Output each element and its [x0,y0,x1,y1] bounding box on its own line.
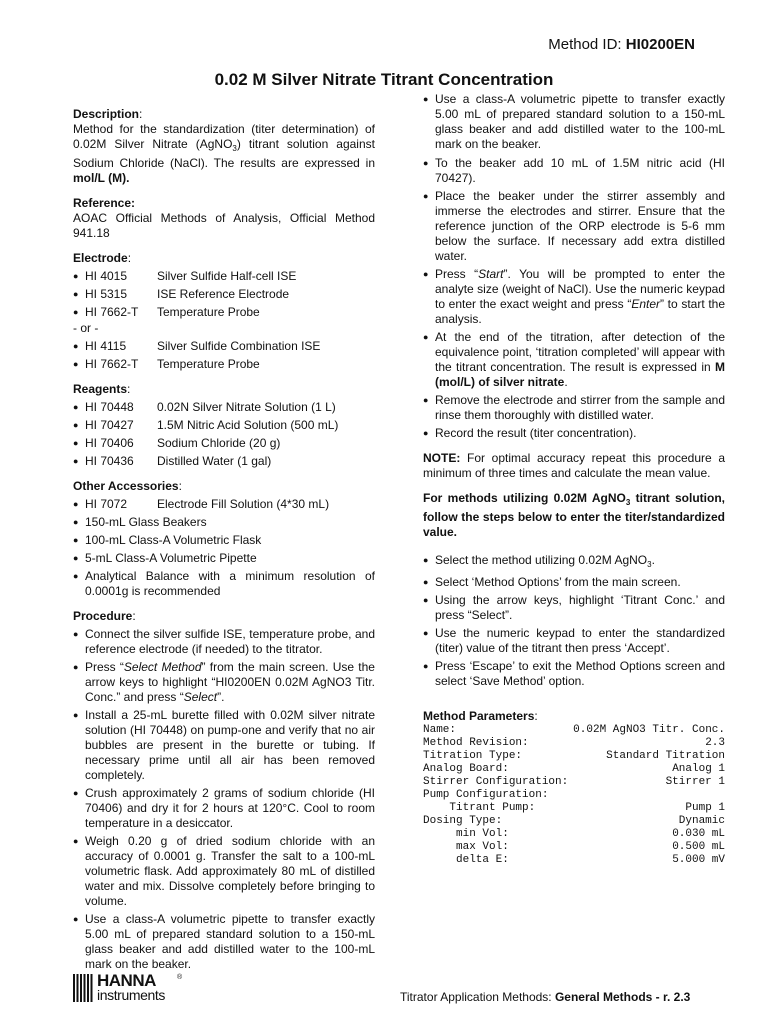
logo-reg: ® [177,974,183,981]
description-heading: Description: [73,107,143,121]
titer-step: ● Select ‘Method Options’ from the main screen. [423,575,725,590]
reagent-item: ● HI 70406 Sodium Chloride (20 g) [73,436,375,451]
reagent-item: ● HI 70436 Distilled Water (1 gal) [73,454,375,469]
reagents-heading: Reagents: [73,382,131,396]
accessory-item: ● 150-mL Glass Beakers [73,515,375,530]
electrode-item: ● HI 4115 Silver Sulfide Combination ISE [73,339,375,354]
params-heading: Method Parameters: [423,709,538,723]
logo-sub: instruments [97,987,165,1003]
method-id [548,37,695,52]
procedure-step: ● Record the result (titer concentration). [423,426,725,441]
electrode-item: ● HI 5315 ISE Reference Electrode [73,287,375,302]
electrode-or: - or - [73,321,99,335]
param-row: Titrant Pump: Pump 1 [423,802,725,814]
method-id-label: Method ID: [548,36,626,53]
procedure-step: ● Place the beaker under the stirrer assembly and immerse the electrodes and stirrer. Ensure that the reference junction of the ORP electrode is 5-6 mm below the surface. If necessary add extra distilled water. [423,189,725,264]
procedure-step: ● Crush approximately 2 grams of sodium chloride (HI 70406) and dry it for 2 hours at 120°C. Cool to room temperature in a desiccator. [73,786,375,831]
method-id-value: HI0200EN [625,36,695,53]
param-row: Method Revision: 2.3 [423,737,725,749]
reagent-item: ● HI 70448 0.02N Silver Nitrate Solution (1 L) [73,400,375,415]
reference-heading: Reference: [73,196,136,210]
left-column [73,107,375,971]
param-row: delta E: 5.000 mV [423,854,725,866]
accessories-heading: Other Accessories: [73,479,182,493]
accessory-item: ● 100-mL Class-A Volumetric Flask [73,533,375,548]
param-row: Name: 0.02M AgNO3 Titr. Conc. [423,724,725,736]
procedure-step: ● Press “Select Method” from the main screen. Use the arrow keys to highlight “HI0200EN 0.02M AgNO3 Titr. Conc.” and press “Select”. [73,660,375,705]
param-row: Stirrer Configuration: Stirrer 1 [423,776,725,788]
procedure-step-continued: ● Use a class-A volumetric pipette to transfer exactly 5.00 mL of prepared standard solution to a 150-mL glass beaker and add distilled water to the 100-mL mark on the beaker. [423,92,725,153]
procedure-heading: Procedure: [73,609,136,623]
reference-text: AOAC Official Methods of Analysis, Official Method 941.18 [73,211,375,240]
accessory-item: ● 5-mL Class-A Volumetric Pipette [73,551,375,566]
reagent-item: ● HI 70427 1.5M Nitric Acid Solution (500 mL) [73,418,375,433]
procedure-step: ● At the end of the titration, after detection of the equivalence point, ‘titration completed’ will appear with the titrant concentration. The result is expressed in M (mol/L) of silver nitrate. [423,330,725,390]
accessory-item: ● Analytical Balance with a minimum resolution of 0.0001g is recommended [73,569,375,599]
procedure-step: ● Connect the silver sulfide ISE, temperature probe, and reference electrode (if needed) to the titrator. [73,627,375,657]
footer: Titrator Application Methods: General Methods - r. 2.3 [400,990,691,1004]
page-title: 0.02 M Silver Nitrate Titrant Concentration [214,70,554,89]
procedure-step: ● Weigh 0.20 g of dried sodium chloride with an accuracy of 0.0001 g. Transfer the salt to a 100-mL volumetric flask. Add approximately 80 mL of distilled water and mix. Dissolve completely before bringing to volume. [73,834,375,909]
titer-step: ● Using the arrow keys, highlight ‘Titrant Conc.’ and press “Select”. [423,593,725,623]
titer-step: ● Press ‘Escape’ to exit the Method Options screen and select ‘Save Method’ option. [423,659,725,689]
titer-instructions: For methods utilizing 0.02M AgNO$_3$ titrant solution, follow the steps below to enter the titer/standardized value. [423,491,725,539]
procedure-step: ● Remove the electrode and stirrer from the sample and rinse them thoroughly with distilled water. [423,393,725,423]
electrode-item: ● HI 7662-T Temperature Probe [73,305,375,320]
right-column [423,92,726,867]
note: NOTE: For optimal accuracy repeat this procedure a minimum of three times and calculate the mean value. [423,451,725,480]
hanna-logo [73,972,188,1004]
procedure-step: ● Install a 25-mL burette filled with 0.02M silver nitrate solution (HI 70448) on pump-one and verify that no air bubbles are present in the burette or tubing. If necessary prime until all air has been removed completely. [73,708,375,783]
procedure-step: ● Press “Start”. You will be prompted to enter the analyte size (weight of NaCl). Use the numeric keypad to enter the exact weight and press “Enter” to start the analysis. [423,267,725,327]
titer-step: ● Select the method utilizing 0.02M AgNO$_3$. [423,553,725,572]
accessory-item: ● HI 7072 Electrode Fill Solution (4*30 mL) [73,497,375,512]
param-row: max Vol: 0.500 mL [423,841,725,853]
description-text: Method for the standardization (titer determination) of 0.02M Silver Nitrate (AgNO$_3$) titrant solution against Sodium Chloride (NaCl). The results are expressed in mol/L (M). [73,122,375,185]
param-row: Dosing Type: Dynamic [423,815,725,827]
param-row: Pump Configuration: [423,789,549,801]
logo-brand: HANNA [97,971,156,990]
param-row: Titration Type: Standard Titration [423,750,725,762]
procedure-step: ● To the beaker add 10 mL of 1.5M nitric acid (HI 70427). [423,156,725,186]
electrode-item: ● HI 7662-T Temperature Probe [73,357,375,372]
param-row: Analog Board: Analog 1 [423,763,725,775]
param-row: min Vol: 0.030 mL [423,828,725,840]
titer-step: ● Use the numeric keypad to enter the standardized (titer) value of the titrant then press ‘Accept’. [423,626,725,656]
electrode-heading: Electrode: [73,251,132,265]
params-table [423,724,725,867]
procedure-step: ● Use a class-A volumetric pipette to transfer exactly 5.00 mL of prepared standard solution to a 150-mL glass beaker and add distilled water to the 100-mL mark on the beaker. [73,912,375,927]
electrode-item: ● HI 4015 Silver Sulfide Half-cell ISE [73,269,375,284]
